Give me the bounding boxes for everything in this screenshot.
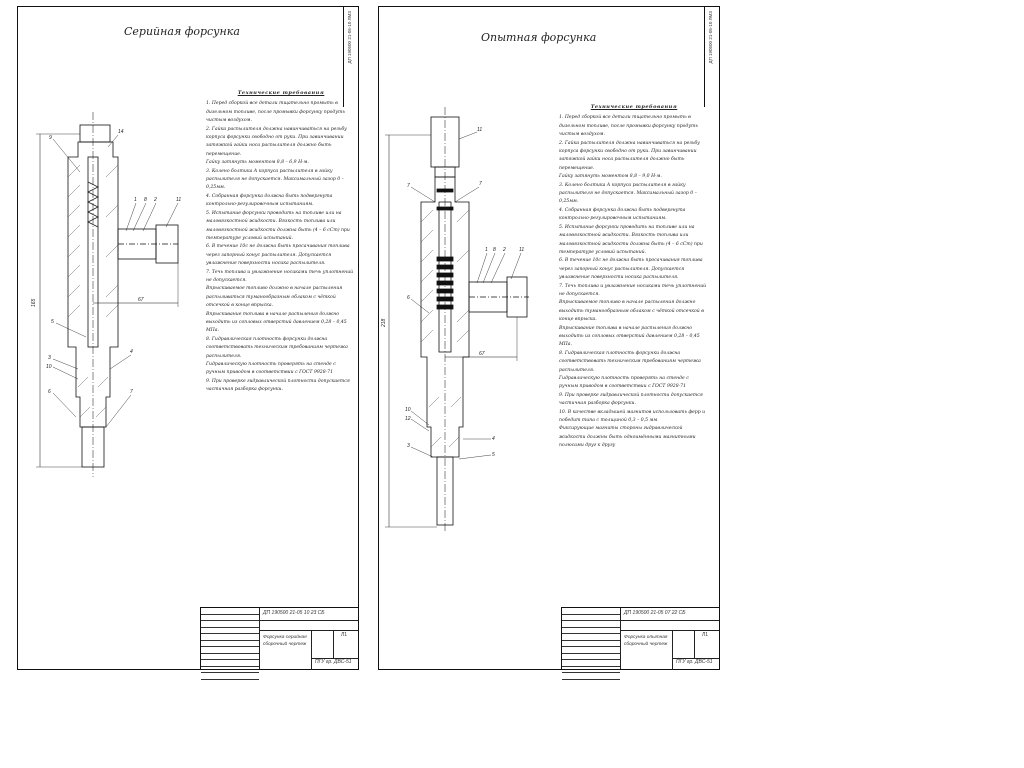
label-3: 3 (48, 355, 51, 361)
requirement-item: Впрыскивание топлива в начале распыления должно выходить из сопловых отверстий давлением 0,28 – 0,45 МПа. (206, 311, 347, 334)
label-11b: 11 (519, 247, 525, 253)
requirement-item: 4. Собранная форсунка должна быть подвергнута контрольно-регулировочным испытаниям. (559, 207, 686, 222)
label-9: 9 (49, 135, 52, 141)
requirement-item: Гайку затянуть моментом 8,8 – 6,9 Н·м. (206, 160, 309, 166)
label-2: 2 (154, 197, 157, 203)
requirement-item: 4. Собранная форсунка должна быть подвергнута контрольно-регулировочным испытаниям. (206, 193, 333, 208)
label-6: 6 (48, 389, 51, 395)
drawing-sheet-serial (17, 6, 359, 670)
label-8: 8 (144, 197, 147, 203)
drawing-code: ДП 190500 21-05 07 22 СБ (624, 610, 686, 616)
requirement-item: 2. Гайка распылителя должна навинчиваться на резьбу корпуса форсунки свободно от руки. При завинчивании затяжкой гайки носа распылителя должно быть перемещение. (559, 140, 700, 171)
requirement-item: 2. Гайка распылителя должна навинчиваться на резьбу корпуса форсунки свободно от руки. При завинчивании затяжкой гайки носа распылителя должно быть перемещение. (206, 126, 347, 157)
title-block-grid (201, 608, 259, 669)
stamp-code: ДП 190500 21-05-10 ЛМЗ (708, 11, 713, 64)
requirement-item: 6. В течение 10с не должна быть просачивания топлива через запорный конус распылителя. Допускается увлажнение поверхности носика распылителя. (559, 258, 703, 281)
title-block-grid (562, 608, 620, 669)
injector-cap (80, 125, 110, 142)
requirement-item: Гидравлическую плотность проверять на стенде с ручным приводом в соответствии с ГОСТ 9928-71 (206, 362, 336, 376)
label-11: 11 (176, 197, 182, 203)
requirement-item: 9. При проверке гидравлической плотности допускается частичная разборка форсунки. (559, 392, 703, 407)
leader-lines (53, 135, 178, 427)
sheet-title: Опытная форсунка (481, 31, 597, 44)
requirement-item: 9. При проверке гидравлической плотности допускается частичная разборка форсунки. (206, 378, 350, 393)
sheet-number: Л1 (341, 632, 348, 638)
technical-requirements (206, 89, 356, 395)
label-1: 1 (485, 247, 488, 253)
requirement-item: 1. Перед сборкой все детали тщательно промыть в дизельном топливе, после промывки форсунку продуть чистым воздухом. (559, 115, 698, 138)
requirements-heading: Технические требования (590, 104, 678, 110)
dimension-67: 67 (138, 297, 144, 303)
label-10: 10 (405, 407, 411, 413)
label-7: 7 (407, 183, 410, 189)
label-6: 6 (407, 295, 410, 301)
requirement-item: 6. В течение 10с не должна быть просачивания топлива через запорный конус распылителя. Допускается увлажнение поверхности носика распылителя. (206, 244, 350, 267)
label-11: 11 (477, 127, 483, 133)
drawing-name: Форсунка серийная сборочный чертеж (263, 635, 307, 647)
label-12: 12 (405, 416, 411, 422)
drawing-sheet-experimental (378, 6, 720, 670)
requirement-item: 3. Колено болтика А корпуса распылителя в гайку распылителя не допускается. Максимальный зазор 0 – 0,25мм. (206, 168, 344, 191)
label-5: 5 (51, 319, 54, 325)
requirements-heading: Технические требования (237, 90, 325, 96)
sheet-title: Серийная форсунка (124, 25, 240, 38)
drawing-code: ДП 190500 21-05 10 23 СБ (263, 610, 325, 616)
label-7b: 7 (479, 181, 482, 187)
dimension-218: 218 (381, 318, 387, 327)
dimension-165: 165 (31, 298, 37, 307)
drawing-name: Форсунка опытная сборочный чертеж (624, 635, 668, 647)
requirement-item: Гидравлическую плотность проверять на стенде с ручным приводом в соответствии с ГОСТ 9928-71 (559, 376, 689, 390)
requirement-item: Впрыскиваемое топливо должно в начале распыления распыливаться туманообразным облаком с чёткой отсечкой в конце впрыска. (206, 286, 343, 309)
organization: ПГУ гр. ДВС-51 (676, 659, 713, 665)
label-2: 2 (503, 247, 506, 253)
requirement-item: 8. Гидравлическая плотность форсунки должна соответствовать техническим требованиям чертежа распылителя. (559, 350, 701, 373)
stamp-code: ДП 190500 21-05-10 ЛМЗ (347, 11, 352, 64)
technical-requirements (559, 103, 709, 451)
requirement-item: 5. Испытание форсунки проводить на топливе или на маловязкостной жидкости. Вязкость топлива или маловязкостной жидкости должна быть (4 – 6 сСт) при температуре условий испытаний. (559, 224, 703, 255)
requirement-item: 7. Течь топлива и увлажнение носиками течь уплотнений не допускается. (559, 283, 707, 297)
requirement-item: 1. Перед сборкой все детали тщательно промыть в дизельном топливе, после промывки форсунку продуть чистым воздухом. (206, 101, 345, 124)
label-4: 4 (130, 349, 133, 355)
requirement-item: Впрыскивание топлива в начале распыления должно выходить из сопловых отверстий давлением 0,28 – 0,45 МПа. (559, 325, 700, 348)
requirement-item: Впрыскиваемое топливо в начале распыления должно выходить туманообразным облаком с чёткой отсечкой в конце впрыска. (559, 300, 704, 323)
label-8: 8 (493, 247, 496, 253)
label-4: 4 (492, 436, 495, 442)
requirement-item: 3. Колено болтика А корпуса распылителя в гайку распылителя не допускается. Максимальный зазор 0 – 0,25мм. (559, 182, 697, 205)
label-5: 5 (492, 452, 495, 458)
label-7: 7 (130, 389, 133, 395)
title-block (561, 607, 719, 669)
requirement-item: 7. Течь топлива и увлажнение носиками течь уплотнений не допускается. (206, 269, 354, 283)
label-10: 10 (46, 364, 52, 370)
requirement-item: 8. Гидравлическая плотность форсунки должна соответствовать техническим требованиям чертежа распылителя. (206, 336, 348, 359)
requirement-item: Фиксирующие магниты стороны гидравлической жидкости должны быть одноимёнными магнитными полюсами друг к другу (559, 426, 696, 449)
sheet-number: Л1 (702, 632, 709, 638)
title-block (200, 607, 358, 669)
dimension-67: 67 (479, 351, 485, 357)
requirement-item: 10. В качестве вкладышей магнитов использовать ферр и победит типа с толщиной 0,3 – 0,5 мм (559, 409, 706, 424)
requirement-item: 5. Испытание форсунки проводить на топливе или на маловязкостной жидкости. Вязкость топлива или маловязкостной жидкости должна быть (4 – 6 сСт) при температуре условий испытаний. (206, 210, 350, 241)
label-1: 1 (134, 197, 137, 203)
label-3: 3 (407, 443, 410, 449)
organization: ПГУ гр. ДВС-51 (315, 659, 352, 665)
requirement-item: Гайку затянуть моментом 8,8 – 9,0 Н·м. (559, 174, 662, 180)
label-14: 14 (118, 129, 124, 135)
